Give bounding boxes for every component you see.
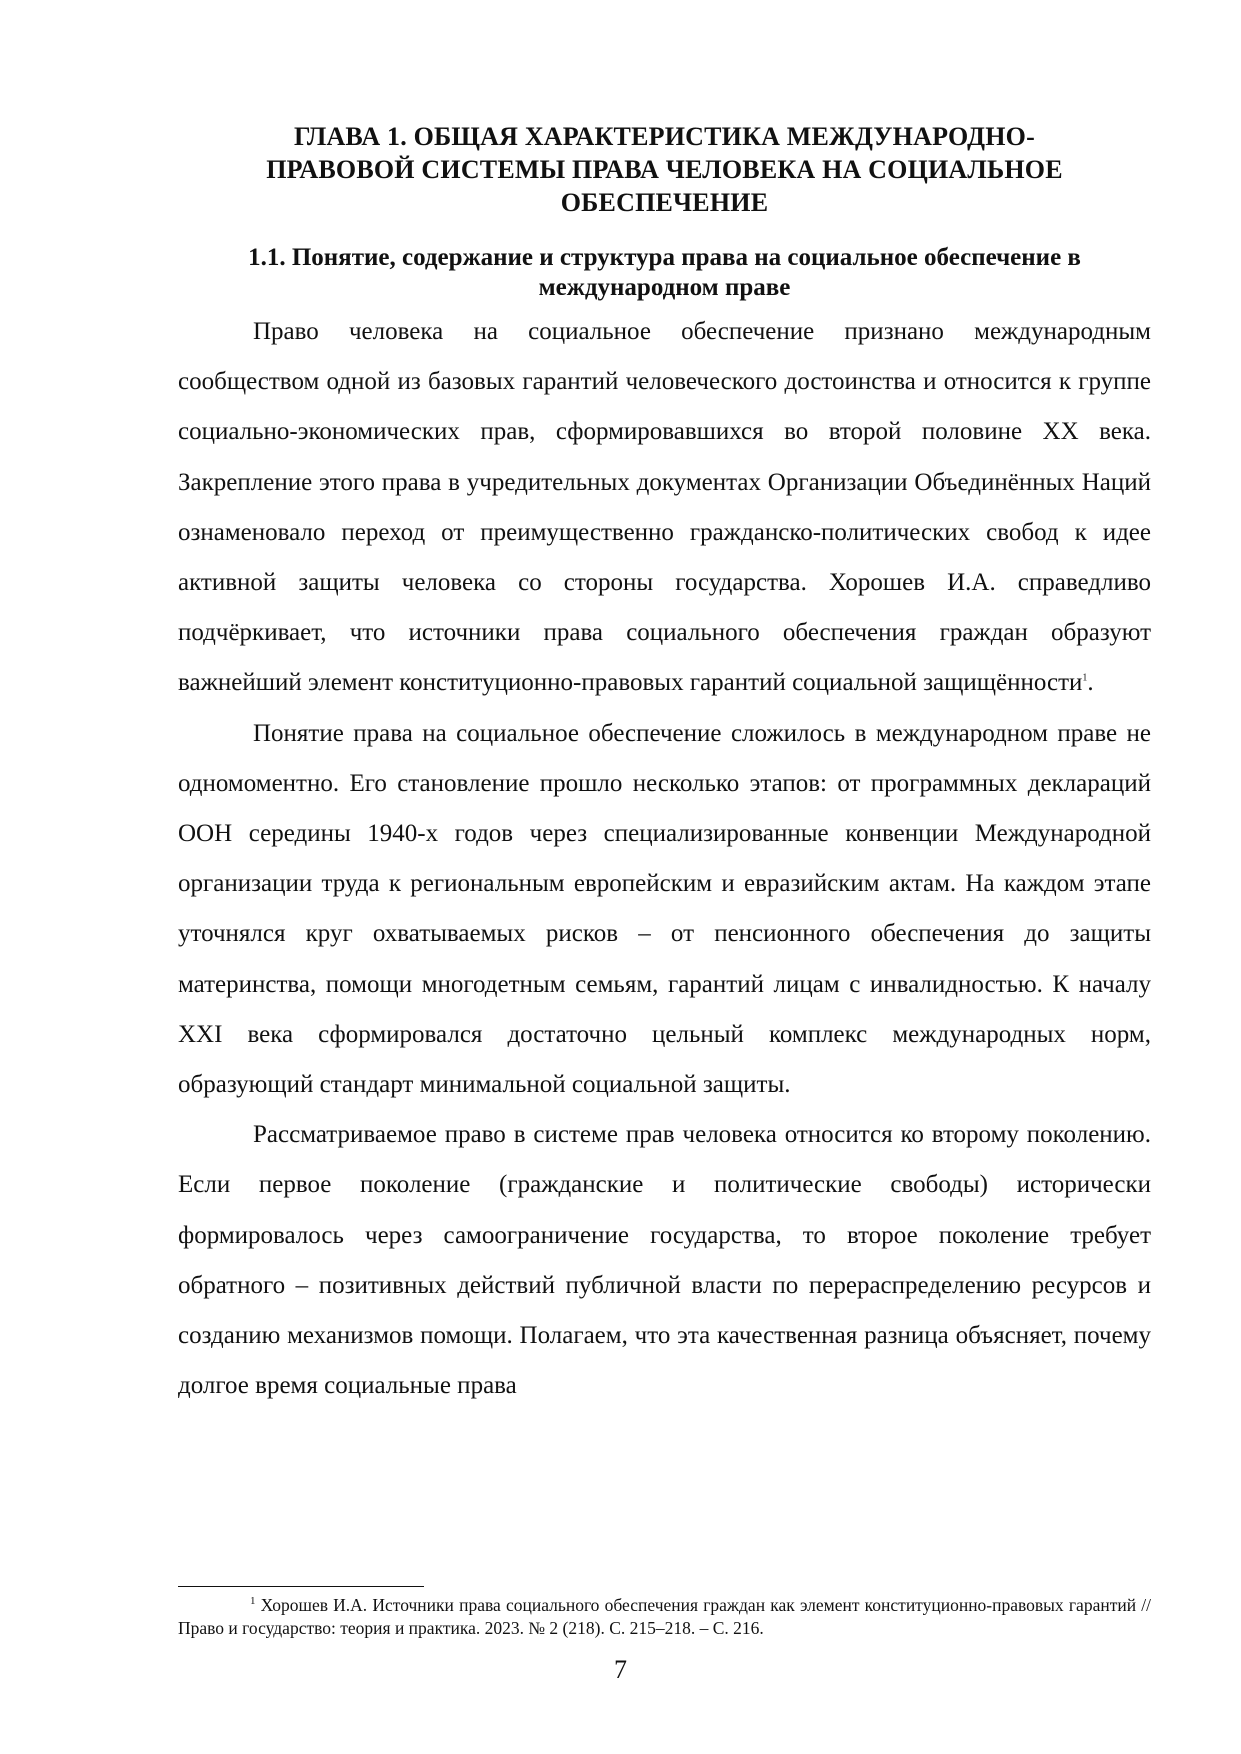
footnote-number: 1: [250, 1595, 256, 1608]
section-title: 1.1. Понятие, содержание и структура права на социальное обеспечение в международном праве: [248, 244, 1081, 301]
chapter-title-line-2: ПРАВОВОЙ СИСТЕМЫ ПРАВА ЧЕЛОВЕКА НА СОЦИАЛЬНОЕ: [266, 155, 1063, 184]
page-number: 7: [614, 1655, 627, 1684]
paragraph-1: [178, 307, 1151, 709]
paragraph-1-text: Право человека на социальное обеспечение признано международным сообществом одной из базовых гарантий человеческого достоинства и относится к группе социально-экономических прав, сформировавшихся во второй половине XX века. Закрепление этого права в учредительных документах Организации Объединённых Наций ознаменовало переход от преимущественно гражданско-политических свобод к идее активной защиты человека со стороны государства. Хорошев И.А. справедливо подчёркивает, что источники права социального обеспечения граждан образуют важнейший элемент конституционно-правовых гарантий социальной защищённости: [178, 318, 1151, 697]
paragraph-3: Рассматриваемое право в системе прав человека относится ко второму поколению. Если первое поколение (гражданские и политические свободы) исторически формировалось через самоограничение государства, то второе поколение требует обратного – позитивных действий публичной власти по перераспределению ресурсов и созданию механизмов помощи. Полагаем, что эта качественная разница объясняет, почему долгое время социальные права: [178, 1121, 1151, 1400]
page-body: [178, 120, 1151, 1411]
paragraph-1-end: .: [1087, 669, 1094, 697]
footnote-reference[interactable]: 1: [1082, 673, 1088, 685]
paragraph-2: Понятие права на социальное обеспечение сложилось в международном праве не одномоментно. Его становление прошло несколько этапов: от программных деклараций ООН середины 1940-х годов через специализированные конвенции Международной организации труда к региональным европейским и евразийским актам. На каждом этапе уточнялся круг охватываемых рисков – от пенсионного обеспечения до защиты материнства, помощи многодетным семьям, гарантий лицам с инвалидностью. К началу XXI века сформировался достаточно цельный комплекс международных норм, образующий стандарт минимальной социальной защиты.: [178, 719, 1151, 1099]
footnote-separator: [178, 1586, 424, 1587]
footnote: [178, 1594, 1151, 1640]
chapter-title-line-1: ГЛАВА 1. ОБЩАЯ ХАРАКТЕРИСТИКА МЕЖДУНАРОДНО-: [294, 122, 1035, 151]
chapter-title-line-3: ОБЕСПЕЧЕНИЕ: [560, 188, 769, 217]
chapter-title: [178, 120, 1151, 219]
footnote-text: Хорошев И.А. Источники права социального обеспечения граждан как элемент конституционно-правовых гарантий // Право и государство: теория и практика. 2023. № 2 (218). С. 215–218. – С. 216.: [178, 1595, 1151, 1638]
